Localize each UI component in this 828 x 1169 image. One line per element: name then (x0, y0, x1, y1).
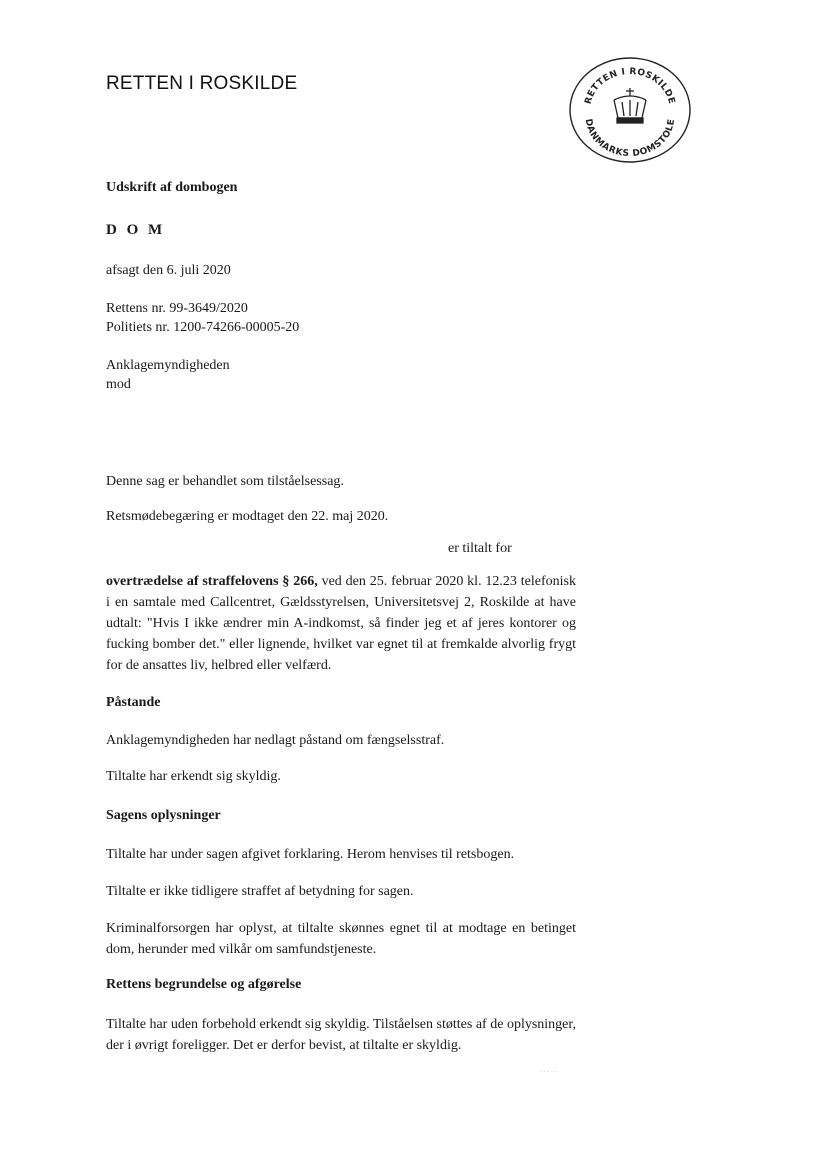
claims-heading: Påstande (106, 695, 161, 710)
party-prosecution: Anklagemyndigheden (106, 358, 230, 373)
charge-description: ved den 25. februar 2020 kl. 12.23 telefonisk i en samtale med Callcentret, Gældsstyrelsen, Universitetsvej 2, Roskilde at have udtalt: "Hvis I ikke ændrer min A-indkomst, så finder jeg et af jeres kontorer og fucking bomber det." eller lignende, hvilket var egnet til at fremkalde alvorlig frygt for de ansattes liv, helbred eller velfærd. (106, 574, 576, 673)
facts-heading: Sagens oplysninger (106, 808, 221, 823)
request-received-text: Retsmødebegæring er modtaget den 22. maj 2020. (106, 509, 389, 524)
reasons-heading: Rettens begrundelse og afgørelse (106, 977, 302, 992)
charged-for-text: er tiltalt for (448, 541, 512, 556)
facts-text-3: Kriminalforsorgen har oplyst, at tiltalte skønnes egnet til at modtage en betinget dom, herunder med vilkår om samfundstjeneste. (106, 921, 576, 957)
svg-text:DANMARKS DOMSTOLE: DANMARKS DOMSTOLE (582, 118, 678, 160)
court-name: RETTEN I ROSKILDE (106, 73, 298, 94)
court-case-number: Rettens nr. 99-3649/2020 (106, 301, 248, 316)
police-case-number: Politiets nr. 1200-74266-00005-20 (106, 320, 300, 335)
plea-text: Tiltalte har erkendt sig skyldig. (106, 769, 281, 784)
extract-title: Udskrift af dombogen (106, 180, 238, 195)
reasons-text: Tiltalte har uden forbehold erkendt sig skyldig. Tilståelsen støttes af de oplysninger, der i øvrigt foreligger. Det er derfor bevist, at tiltalte er skyldig. (106, 1017, 576, 1053)
scan-mark: · · · · · (540, 1069, 557, 1075)
court-seal-icon (568, 56, 692, 164)
facts-text-1: Tiltalte har under sagen afgivet forklaring. Herom henvises til retsbogen. (106, 847, 515, 862)
claims-text: Anklagemyndigheden har nedlagt påstand om fængselsstraf. (106, 733, 445, 748)
party-mod: mod (106, 377, 131, 392)
date-line: afsagt den 6. juli 2020 (106, 263, 231, 278)
facts-text-2: Tiltalte er ikke tidligere straffet af betydning for sagen. (106, 884, 414, 899)
case-handled-text: Denne sag er behandlet som tilståelsessag. (106, 474, 344, 489)
svg-text:RETTEN I ROSKILDE: RETTEN I ROSKILDE (583, 66, 677, 106)
charge-paragraph (106, 571, 576, 676)
document-type: D O M (106, 222, 166, 238)
charge-statute: overtrædelse af straffelovens § 266, (106, 574, 318, 589)
